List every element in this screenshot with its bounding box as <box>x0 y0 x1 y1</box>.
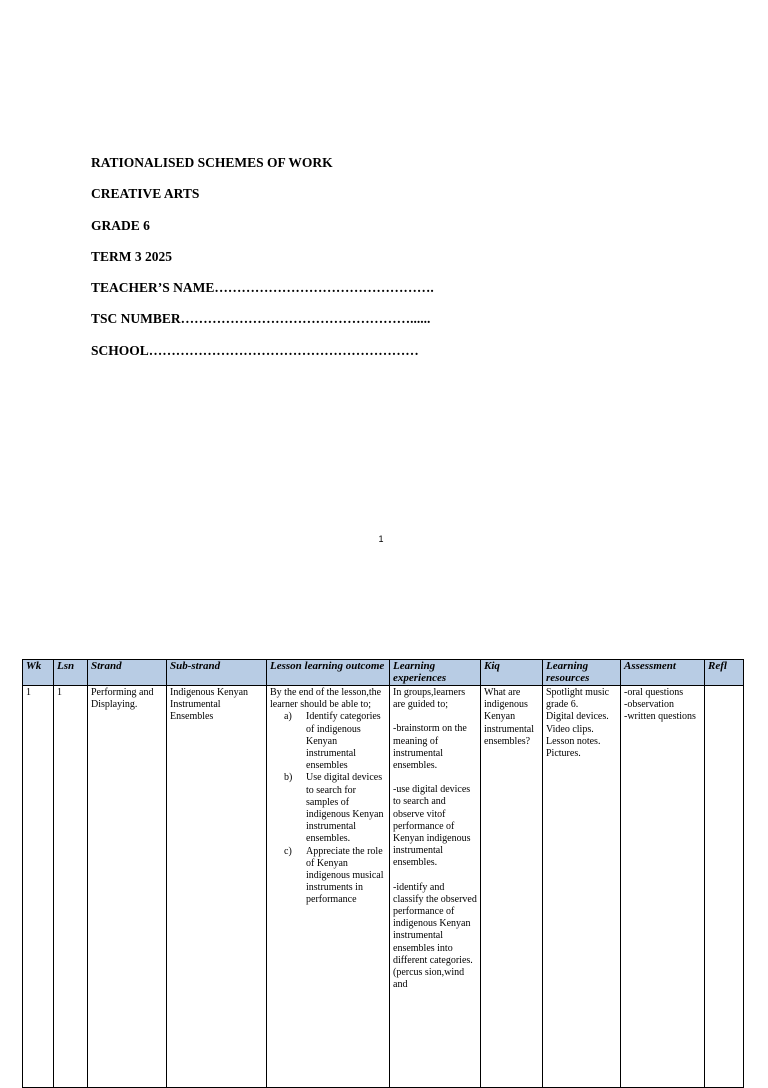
table-row <box>23 686 744 1088</box>
header-week: Wk <box>23 660 54 686</box>
resource-item: Pictures. <box>546 748 581 760</box>
header-sub-strand: Sub-strand <box>167 660 267 686</box>
experience-item: -use digital devices to search and observe vitof performance of Kenyan indigenous instrumental ensembles. <box>393 784 471 869</box>
resource-item: Video clips. <box>546 723 594 735</box>
learning-experiences-cell <box>390 686 481 1088</box>
resource-item: Spotlight music grade 6. <box>546 687 610 711</box>
learning-resources-cell <box>543 686 621 1088</box>
lesson-cell: 1 <box>54 686 88 1088</box>
experience-item: -brainstorm on the meaning of instrumental ensembles. <box>393 723 467 772</box>
outcome-item: Appreciate the role of Kenyan indigenous musical instruments in performance <box>306 845 384 906</box>
header-assessment: Assessment <box>621 660 705 686</box>
cover-title-block <box>91 155 434 374</box>
experience-item: In groups,learners are guided to; <box>393 687 466 711</box>
learning-outcome-cell <box>267 686 390 1088</box>
teacher-name-field: TEACHER’S NAME…………………………………………. <box>91 280 434 296</box>
strand-cell: Performing and Displaying. <box>88 686 167 1088</box>
header-strand: Strand <box>88 660 167 686</box>
term-label: TERM 3 2025 <box>91 248 172 264</box>
subject-title: CREATIVE ARTS <box>91 186 200 202</box>
assessment-item: -observation <box>624 699 674 711</box>
tsc-number-field: TSC NUMBER……………………………………………...... <box>91 311 431 327</box>
page-break <box>0 560 768 656</box>
header-kiq: Kiq <box>481 660 543 686</box>
experience-item: -identify and classify the observed performance of indigenous Kenyan instrumental ensembles into different categories.(percus sion,wind and <box>393 881 477 991</box>
table-header-row <box>23 660 744 686</box>
header-learning-resources: Learning resources <box>543 660 621 686</box>
assessment-item: -oral questions <box>624 687 684 698</box>
document-title: RATIONALISED SCHEMES OF WORK <box>91 155 333 170</box>
header-learning-experiences: Learning experiences <box>390 660 481 686</box>
assessment-cell <box>621 686 705 1088</box>
sub-strand-cell: Indigenous Kenyan Instrumental Ensembles <box>167 686 267 1088</box>
kiq-cell: What are indigenous Kenyan instrumental ensembles? <box>481 686 543 1088</box>
outcome-list <box>270 711 386 906</box>
outcome-item: Identify categories of indigenous Kenyan instrumental ensembles <box>306 711 381 772</box>
outcome-item: Use digital devices to search for samples of indigenous Kenyan instrumental ensembles. <box>306 772 384 845</box>
outcome-intro: By the end of the lesson,the learner should be able to; <box>270 687 382 711</box>
week-cell: 1 <box>23 686 54 1088</box>
resource-item: Digital devices. <box>546 711 609 723</box>
resource-item: Lesson notes. <box>546 735 601 747</box>
header-learning-outcome: Lesson learning outcome <box>267 660 390 686</box>
school-field: SCHOOL…………………………………………………… <box>91 342 419 358</box>
header-reflection: Refl <box>705 660 744 686</box>
grade-label: GRADE 6 <box>91 217 150 233</box>
assessment-item: -written questions <box>624 711 696 723</box>
page-number: 1 <box>378 534 384 544</box>
reflection-cell <box>705 686 744 1088</box>
header-lesson: Lsn <box>54 660 88 686</box>
